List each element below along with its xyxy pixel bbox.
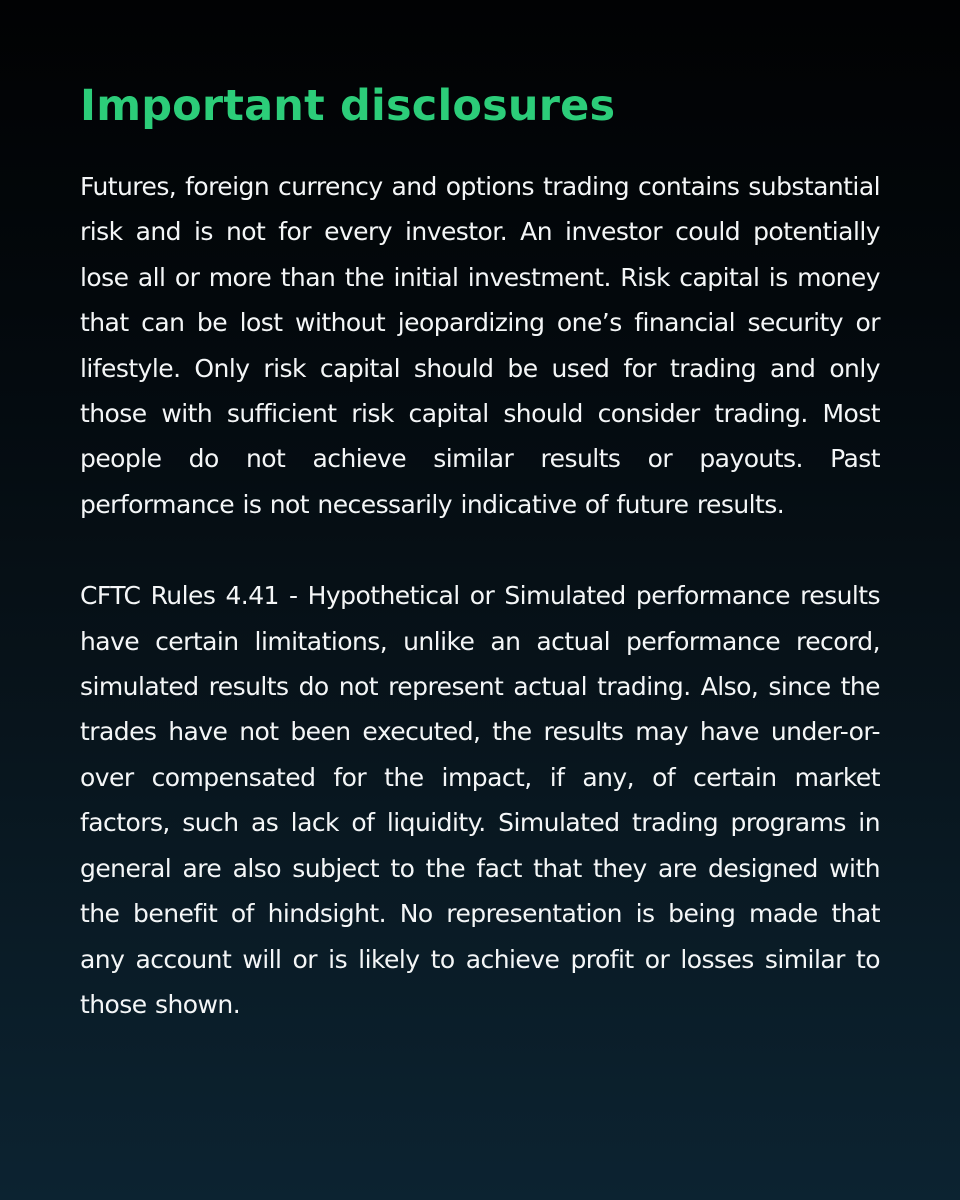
cftc-disclosure-paragraph: CFTC Rules 4.41 - Hypothetical or Simulated performance results have certain limitations, unlike an actual performance record, simulated results do not represent actual trading. Also, since the trades have not been executed, the results may have under-or-over compensated for the impact, if any, of certain market factors, such as lack of liquidity. Simulated trading programs in general are also subject to the fact that they are designed with the benefit of hindsight. No representation is being made that any account will or is likely to achieve profit or losses similar to those shown. — [80, 581, 880, 1019]
page-title: Important disclosures — [80, 81, 616, 131]
risk-disclosure-paragraph: Futures, foreign currency and options trading contains substantial risk and is not for every investor. An investor could potentially lose all or more than the initial investment. Risk capital is money that can be lost without jeopardizing one’s financial security or lifestyle. Only risk capital should be used for trading and only those with sufficient risk capital should consider trading. Most people do not achieve similar results or payouts. Past performance is not necessarily indicative of future results. — [80, 172, 880, 519]
